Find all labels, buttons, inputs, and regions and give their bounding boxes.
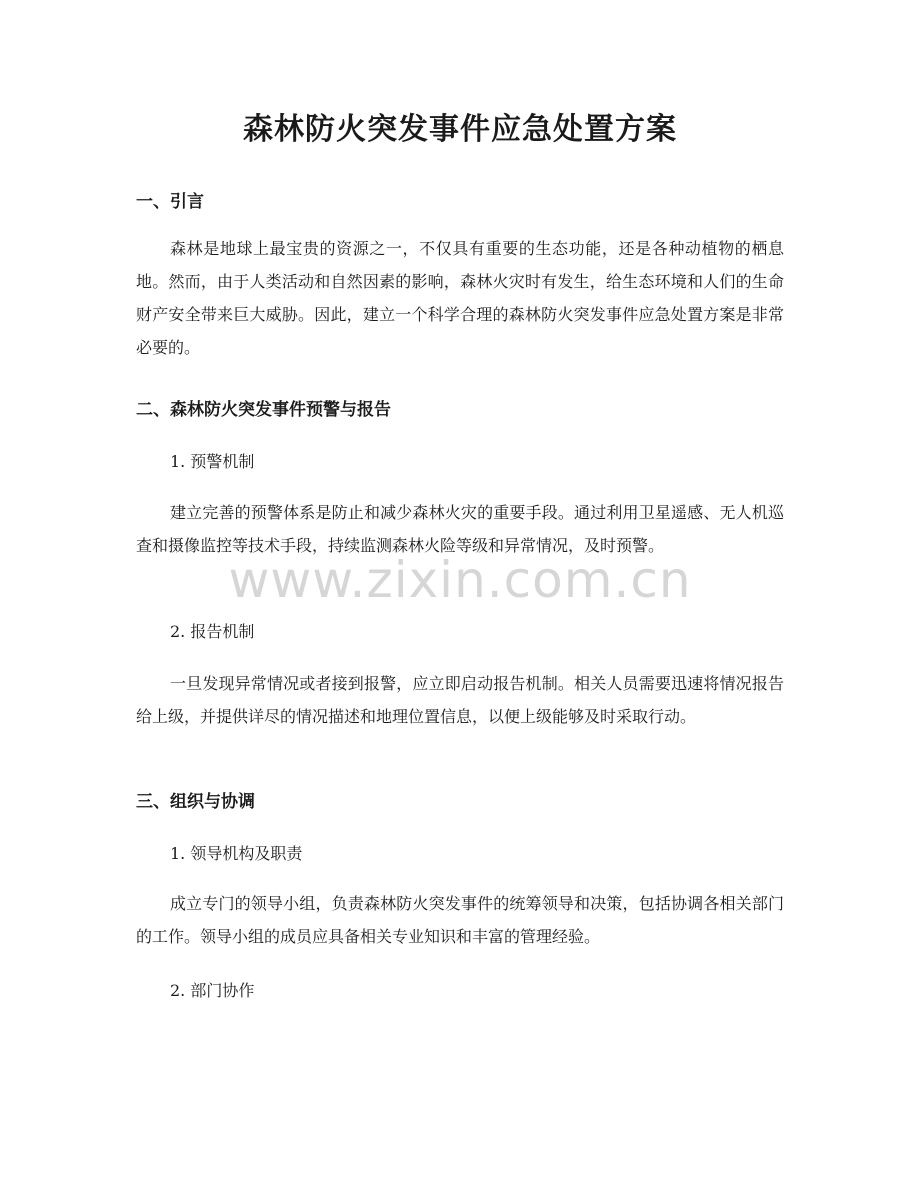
paragraph-introduction: 森林是地球上最宝贵的资源之一，不仅具有重要的生态功能，还是各种动植物的栖息地。然而，由于人类活动和自然因素的影响，森林火灾时有发生，给生态环境和人们的生命财产安全带来巨大威胁。因此，建立一个科学合理的森林防火突发事件应急处置方案是非常必要的。 [136, 239, 784, 357]
paragraph-leadership: 成立专门的领导小组，负责森林防火突发事件的统筹领导和决策，包括协调各相关部门的工作。领导小组的成员应具备相关专业知识和丰富的管理经验。 [136, 894, 784, 946]
section-heading-organization: 三、组织与协调 [136, 792, 255, 812]
paragraph-warning-mechanism: 建立完善的预警体系是防止和减少森林火灾的重要手段。通过利用卫星遥感、无人机巡查和摄像监控等技术手段，持续监测森林火险等级和异常情况，及时预警。 [136, 503, 784, 555]
subheading-department-coordination: 2. 部门协作 [170, 981, 255, 1000]
section-heading-introduction: 一、引言 [136, 192, 204, 212]
paragraph-report-mechanism: 一旦发现异常情况或者接到报警，应立即启动报告机制。相关人员需要迅速将情况报告给上级，并提供详尽的情况描述和地理位置信息，以便上级能够及时采取行动。 [136, 674, 784, 726]
section-heading-warning-report: 二、森林防火突发事件预警与报告 [136, 400, 391, 420]
subheading-warning-mechanism: 1. 预警机制 [170, 452, 255, 471]
watermark: www.zixin.com.cn [228, 551, 692, 609]
document-title: 森林防火突发事件应急处置方案 [243, 112, 677, 147]
subheading-report-mechanism: 2. 报告机制 [170, 622, 255, 641]
subheading-leadership: 1. 领导机构及职责 [170, 844, 303, 863]
